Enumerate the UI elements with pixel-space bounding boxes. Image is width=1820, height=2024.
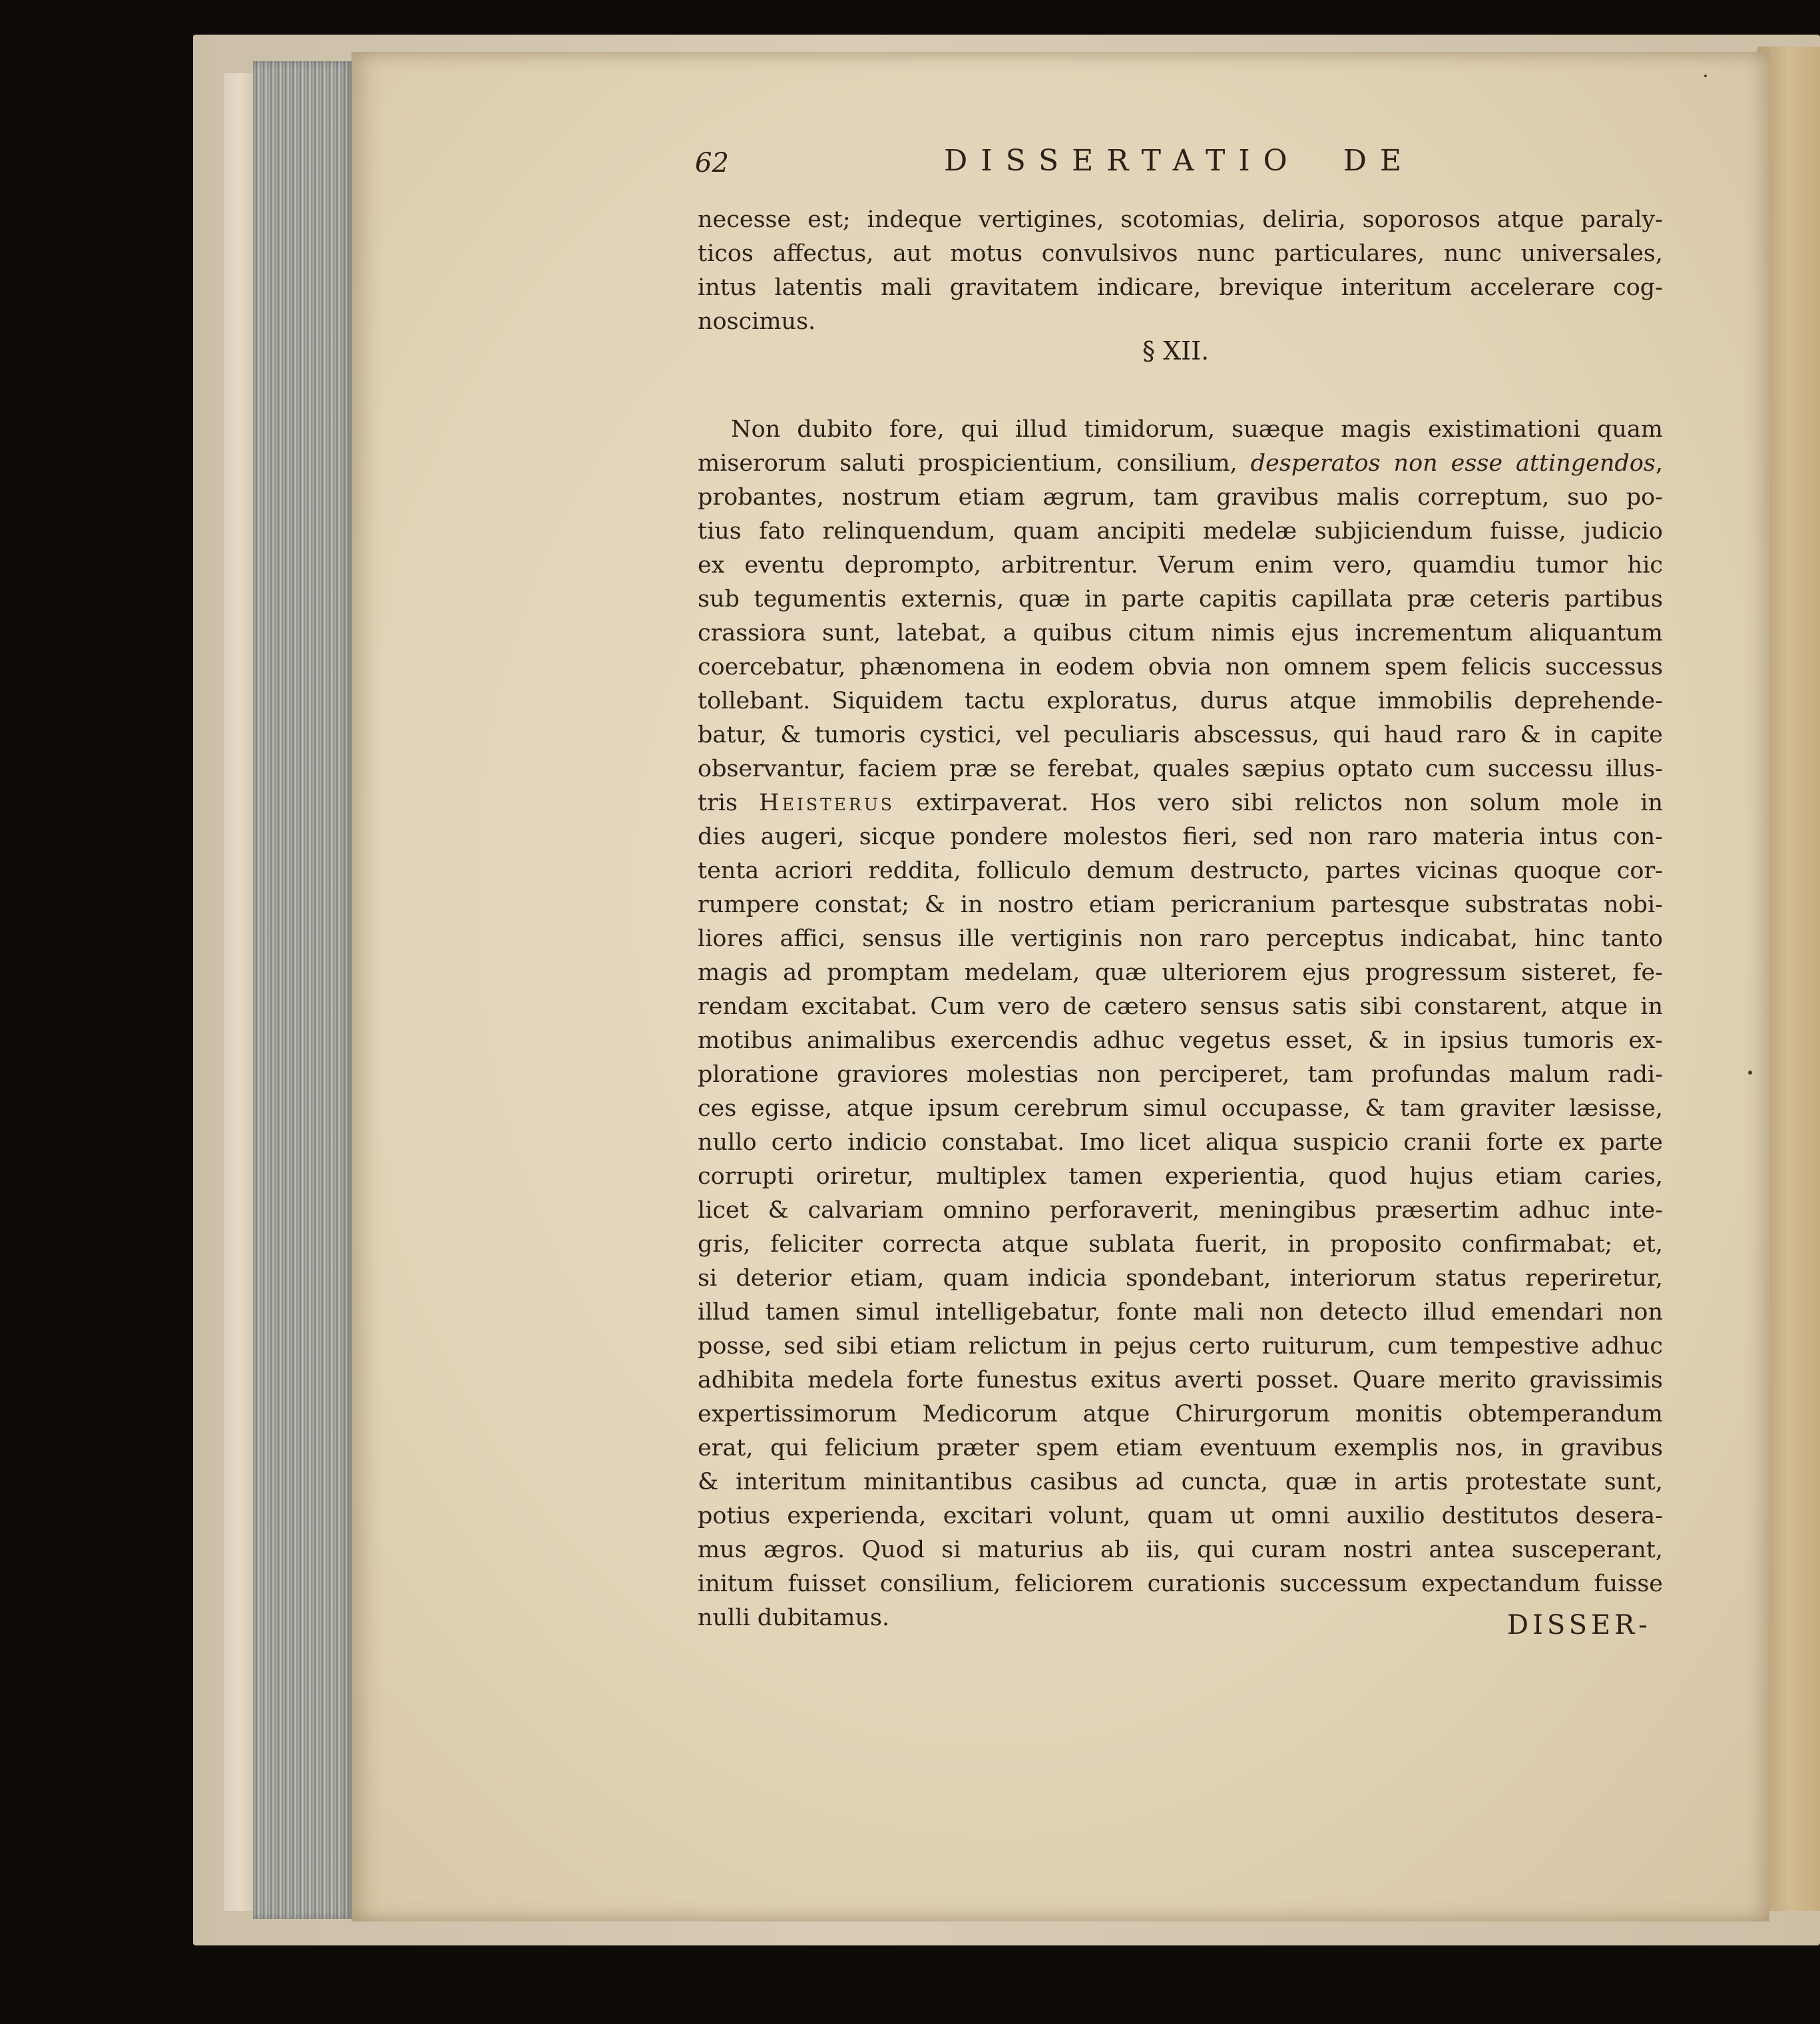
text-line: coercebatur, phænomena in eodem obvia non omnem spem felicis successus [698,654,1663,680]
text-line: probantes, nostrum etiam ægrum, tam gravibus malis correptum, suo po- [698,484,1663,511]
text-line: gris, feliciter correcta atque sublata fuerit, in proposito confirmabat; et, [698,1231,1663,1258]
text-line: intus latentis mali gravitatem indicare, brevique interitum accelerare cog- [698,274,1663,301]
text-line: sub tegumentis externis, quæ in parte capitis capillata præ ceteris partibus [698,586,1663,613]
text-line-end: extirpaverat. Hos vero sibi relictos non solum mole in [894,790,1663,816]
text-line: & interitum minitantibus casibus ad cuncta, quæ in artis protestate sunt, [698,1469,1663,1495]
leaf-edges-stack [253,61,353,1919]
text-line: potius experienda, excitari volunt, quam ut omni auxilio destitutos desera- [698,1503,1663,1529]
section-xii-paragraph [698,413,1663,1635]
text-line: magis ad promptam medelam, quæ ulteriorem ejus progressum sisteret, fe- [698,959,1663,986]
leaf-edge-light [224,73,256,1911]
paper-speck [1748,1071,1752,1075]
author-name-heisterus: Heisterus [759,790,895,816]
text-line: observantur, faciem præ se ferebat, quales sæpius optato cum successu illus- [698,756,1663,782]
text-line: motibus animalibus exercendis adhuc vegetus esset, & in ipsius tumoris ex- [698,1027,1663,1054]
catchword: DISSER- [1507,1610,1652,1641]
text-line: mus ægros. Quod si maturius ab iis, qui curam nostri antea susceperant, [698,1537,1663,1563]
text-line: ticos affectus, aut motus convulsivos nunc particulares, nunc universales, [698,240,1663,267]
text-line: expertissimorum Medicorum atque Chirurgorum monitis obtemperandum [698,1401,1663,1427]
text-line: illud tamen simul intelligebatur, fonte mali non detecto illud emendari non [698,1299,1663,1326]
running-head-title: DISSERTATIO DE [944,144,1415,178]
text-line: initum fuisset consilium, feliciorem curationis successum expectandum fuisse [698,1571,1663,1597]
text-line: tius fato relinquendum, quam ancipiti medelæ subjiciendum fuisse, judicio [698,518,1663,545]
text-line-start: miserorum saluti prospicientium, consilium, [698,450,1251,477]
paper-speck [1704,75,1707,77]
text-line: crassiora sunt, latebat, a quibus citum nimis ejus incrementum aliquantum [698,620,1663,646]
section-heading: § XII. [1142,336,1210,366]
text-line: tenta acriori reddita, folliculo demum destructo, partes vicinas quoque cor- [698,858,1663,884]
text-line: erat, qui felicium præter spem etiam eventuum exemplis nos, in gravibus [698,1435,1663,1461]
italic-phrase: desperatos non esse attingendos [1250,450,1656,477]
text-line: posse, sed sibi etiam relictum in pejus certo ruiturum, cum tempestive adhuc [698,1333,1663,1360]
page-number: 62 [695,148,729,178]
text-line: licet & calvariam omnino perforaverit, meningibus præsertim adhuc inte- [698,1197,1663,1224]
text-line: nulli dubitamus. [698,1605,890,1631]
text-line: adhibita medela forte funestus exitus averti posset. Quare merito gravissimis [698,1367,1663,1393]
text-line-end: , [1655,450,1663,477]
text-line: batur, & tumoris cystici, vel peculiaris abscessus, qui haud raro & in capite [698,722,1663,748]
text-line-start: tris [698,790,760,816]
running-head [695,144,1680,188]
page-text [698,203,1663,1635]
text-line: ploratione graviores molestias non perciperet, tam profundas malum radi- [698,1061,1663,1088]
text-line [698,447,1663,481]
text-line: liores affici, sensus ille vertiginis non raro perceptus indicabat, hinc tanto [698,925,1663,952]
text-line [698,786,1663,820]
text-line: dies augeri, sicque pondere molestos fieri, sed non raro materia intus con- [698,824,1663,850]
text-line: necesse est; indeque vertigines, scotomias, deliria, soporosos atque paraly- [698,206,1663,233]
text-line: Non dubito fore, qui illud timidorum, suæque magis existimationi quam [731,416,1663,443]
text-line: ex eventu deprompto, arbitrentur. Verum enim vero, quamdiu tumor hic [698,552,1663,579]
text-line: rumpere constat; & in nostro etiam pericranium partesque substratas nobi- [698,891,1663,918]
text-line: ces egisse, atque ipsum cerebrum simul occupasse, & tam graviter læsisse, [698,1095,1663,1122]
text-line: nullo certo indicio constabat. Imo licet aliqua suspicio cranii forte ex parte [698,1129,1663,1156]
text-line: corrupti oriretur, multiplex tamen experientia, quod hujus etiam caries, [698,1163,1663,1190]
opening-paragraph [698,203,1663,339]
text-line: rendam excitabat. Cum vero de cætero sensus satis sibi constarent, atque in [698,993,1663,1020]
text-line: noscimus. [698,308,816,335]
text-line: tollebant. Siquidem tactu exploratus, durus atque immobilis deprehende- [698,688,1663,714]
text-line: si deterior etiam, quam indicia spondebant, interiorum status reperiretur, [698,1265,1663,1292]
